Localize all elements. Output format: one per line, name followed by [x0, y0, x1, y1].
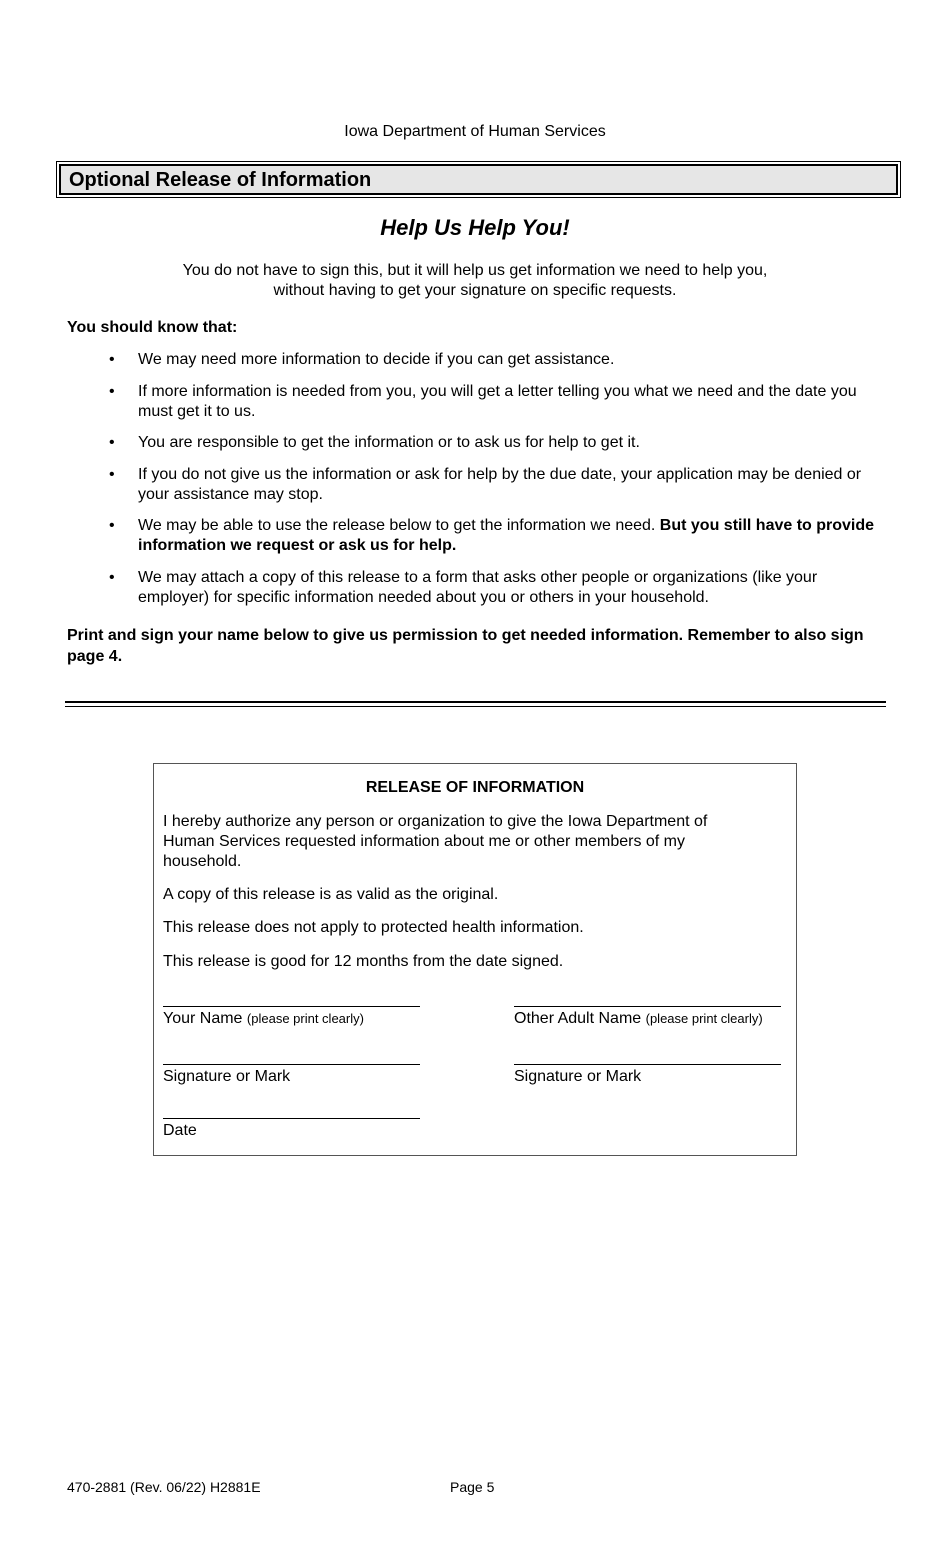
other-adult-name-field[interactable]: [514, 1006, 781, 1007]
bullet-text: If more information is needed from you, you will get a letter telling you what we need and the date you must get it to us.: [138, 382, 857, 420]
signature-field-left[interactable]: [163, 1064, 420, 1065]
bullet-text: We may attach a copy of this release to a form that asks other people or organizations (like your employer) for specific information needed about you or others in your household.: [138, 568, 818, 606]
date-field[interactable]: [163, 1118, 420, 1119]
bullet-text: We may need more information to decide if you can get assistance.: [138, 351, 615, 368]
other-adult-hint: (please print clearly): [645, 1011, 763, 1026]
bullet-icon: •: [109, 382, 115, 400]
other-adult-name-label: Other Adult Name (please print clearly): [514, 1010, 763, 1027]
bullet-icon: •: [109, 465, 115, 483]
bullet-list: [67, 350, 887, 620]
print-sign-instruction: Print and sign your name below to give us permission to get needed information. Remember to also sign page 4.: [67, 627, 864, 665]
bullet-text: You are responsible to get the information or to ask us for help to get it.: [138, 434, 640, 452]
release-title: RELEASE OF INFORMATION: [365, 779, 585, 796]
bullet-icon: •: [109, 517, 115, 535]
your-name-hint: (please print clearly): [246, 1011, 364, 1026]
list-item: [67, 465, 887, 505]
intro-line-2: without having to get your signature on specific requests.: [273, 282, 677, 299]
your-name-label: Your Name (please print clearly): [163, 1010, 364, 1027]
list-item: [67, 568, 887, 608]
release-authorization-text: I hereby authorize any person or organization to give the Iowa Department of Human Services requested information about me or other members of my household.: [163, 813, 708, 870]
release-phi-text: This release does not apply to protected health information.: [163, 919, 584, 936]
intro-line-1: You do not have to sign this, but it will help us get information we need to help you,: [182, 262, 768, 279]
section-header: [56, 161, 901, 198]
intro-text: [0, 261, 950, 301]
double-divider: [65, 701, 886, 707]
list-item: [67, 350, 887, 370]
release-duration-text: This release is good for 12 months from the date signed.: [163, 953, 564, 970]
release-copy-validity-text: A copy of this release is as valid as the original.: [163, 886, 499, 903]
subtitle: Help Us Help You!: [380, 215, 570, 240]
section-title: Optional Release of Information: [59, 164, 898, 195]
bullet-icon: •: [109, 351, 115, 368]
signature-field-right[interactable]: [514, 1064, 781, 1065]
bullet-text: We may be able to use the release below to get the information we need.: [138, 517, 660, 535]
agency-name: Iowa Department of Human Services: [344, 123, 606, 140]
know-heading: You should know that:: [67, 319, 238, 336]
list-item: [67, 382, 887, 422]
bullet-icon: •: [109, 568, 115, 586]
list-item: [67, 433, 887, 453]
form-number: 470-2881 (Rev. 06/22) H2881E: [67, 1479, 261, 1495]
page-number: Page 5: [450, 1479, 495, 1495]
bullet-text: If you do not give us the information or ask for help by the due date, your application may be denied or your assistance may stop.: [138, 465, 862, 503]
your-name-field[interactable]: [163, 1006, 420, 1007]
signature-label-right: Signature or Mark: [514, 1068, 642, 1085]
signature-label-left: Signature or Mark: [163, 1068, 291, 1085]
release-of-information-box: [153, 763, 797, 1156]
bullet-bold-text: But you still have to provide information we request or ask us for help.: [138, 517, 875, 555]
list-item: [67, 516, 887, 556]
bullet-icon: •: [109, 434, 115, 452]
date-label: Date: [163, 1122, 197, 1139]
